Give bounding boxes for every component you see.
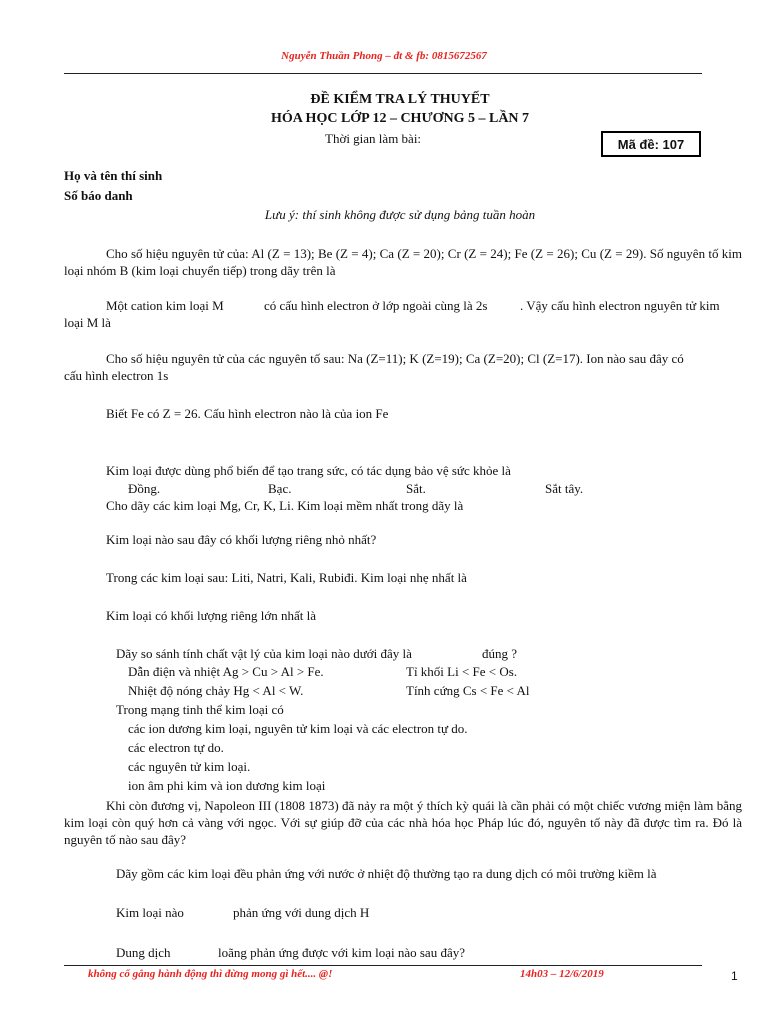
question-8: Trong các kim loại sau: Liti, Natri, Kali, Rubiđi. Kim loại nhẹ nhất là: [106, 570, 467, 585]
question-5-option-a: Đồng.: [128, 481, 161, 496]
question-12: Khi còn đương vị, Napoleon III (1808 1873) đã nảy ra một ý thích kỳ quái là cần phải có một chiếc vương miện làm bằng kim loại còn quý hơn cả vàng với ngọc. Với sự giúp đỡ của các nhà hóa học Pháp lúc đó, nguyên tố này đã được tìm ra. Đó là nguyên tố nào sau đây?: [64, 798, 742, 847]
footer-rule: [64, 965, 702, 966]
question-5-option-b: Bạc.: [268, 481, 292, 496]
student-name-label: Họ và tên thí sinh: [64, 168, 163, 183]
question-11-option-d: ion âm phi kim và ion dương kim loại: [128, 778, 326, 793]
question-11-option-c: các nguyên tử kim loại.: [128, 759, 251, 774]
question-6: Cho dãy các kim loại Mg, Cr, K, Li. Kim loại mềm nhất trong dãy là: [106, 498, 464, 513]
question-10-part-a: Dãy so sánh tính chất vật lý của kim loại nào dưới đây là: [116, 646, 412, 661]
question-5-option-d: Sắt tây.: [545, 481, 584, 496]
question-15-part-a: Dung dịch: [116, 945, 171, 960]
question-2-part-a: Một cation kim loại M: [106, 298, 224, 313]
question-10-part-b: đúng ?: [482, 646, 518, 661]
footer-motto: không cố gắng hành động thì đừng mong gì hết.... @!: [88, 968, 333, 980]
exam-note: Lưu ý: thí sinh không được sử dụng bảng tuần hoàn: [264, 207, 536, 222]
question-2-part-c: . Vậy cấu hình electron nguyên tử kim: [520, 298, 720, 313]
question-14-part-a: Kim loại nào: [116, 905, 184, 920]
question-5-option-c: Sắt.: [406, 481, 426, 496]
header-rule: [64, 73, 702, 74]
question-10-option-b: Tỉ khối Li < Fe < Os.: [406, 664, 518, 679]
question-10-option-c: Nhiệt độ nóng chảy Hg < Al < W.: [128, 683, 304, 698]
question-3-line-2: cấu hình electron 1s: [64, 368, 169, 383]
question-10-option-a: Dẫn điện và nhiệt Ag > Cu > Al > Fe.: [128, 664, 324, 679]
page-number: 1: [731, 969, 738, 983]
question-1: Cho số hiệu nguyên tử của: Al (Z = 13); Be (Z = 4); Ca (Z = 20); Cr (Z = 24); Fe (Z = 26); Cu (Z = 29). Số nguyên tố kim loại nhóm B (kim loại chuyển tiếp) trong dãy trên là: [64, 246, 742, 278]
question-7: Kim loại nào sau đây có khối lượng riêng nhỏ nhất?: [106, 532, 377, 547]
question-3-line-1: Cho số hiệu nguyên tử của các nguyên tố sau: Na (Z=11); K (Z=19); Ca (Z=20); Cl (Z=17). Ion nào sau đây có: [106, 351, 684, 366]
exam-subtitle: HÓA HỌC LỚP 12 – CHƯƠNG 5 – LẦN 7: [270, 111, 530, 126]
question-9: Kim loại có khối lượng riêng lớn nhất là: [106, 608, 316, 623]
question-10-option-d: Tính cứng Cs < Fe < Al: [406, 683, 530, 698]
question-2-part-b: có cấu hình electron ở lớp ngoài cùng là 2s: [264, 298, 488, 313]
exam-code-box: Mã đề: 107: [601, 131, 701, 157]
exam-title: ĐỀ KIỂM TRA LÝ THUYẾT: [310, 92, 490, 107]
question-11: Trong mạng tinh thể kim loại có: [116, 702, 284, 717]
question-11-option-a: các ion dương kim loại, nguyên tử kim loại và các electron tự do.: [128, 721, 468, 736]
question-4: Biết Fe có Z = 26. Cấu hình electron nào là của ion Fe: [106, 406, 389, 421]
header-author: Nguyễn Thuần Phong – đt & fb: 0815672567: [281, 50, 487, 62]
question-13: Dãy gồm các kim loại đều phản ứng với nước ở nhiệt độ thường tạo ra dung dịch có môi trường kiềm là: [116, 866, 657, 881]
time-label: Thời gian làm bài:: [325, 131, 422, 146]
question-14-part-b: phản ứng với dung dịch H: [233, 905, 370, 920]
footer-timestamp: 14h03 – 12/6/2019: [520, 968, 604, 980]
question-11-option-b: các electron tự do.: [128, 740, 224, 755]
question-15-part-b: loãng phản ứng được với kim loại nào sau đây?: [218, 945, 465, 960]
student-id-label: Số báo danh: [64, 188, 133, 203]
question-5: Kim loại được dùng phổ biến để tạo trang sức, có tác dụng bảo vệ sức khỏe là: [106, 463, 511, 478]
question-2-part-d: loại M là: [64, 315, 111, 330]
